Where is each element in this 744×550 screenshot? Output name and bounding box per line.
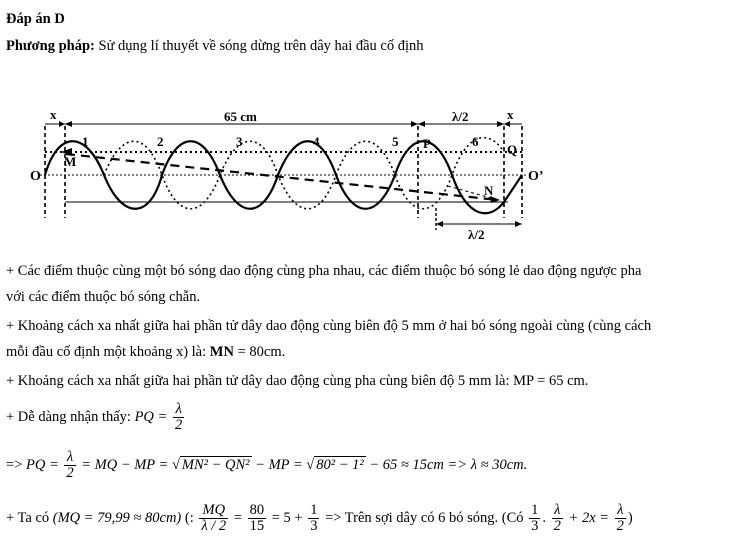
p4-den: 2 bbox=[174, 417, 183, 434]
dimension-65cm bbox=[65, 109, 418, 127]
loop-label-3: 3 bbox=[236, 134, 243, 149]
loop-label-2: 2 bbox=[157, 134, 164, 149]
p2-pre: mỗi đầu cố định một khoảng x) là: bbox=[6, 344, 210, 360]
label-lambda-half-top: λ/2 bbox=[452, 109, 469, 124]
method-text: Sử dụng lí thuyết về sóng dừng trên dây hai đầu cố định bbox=[94, 38, 424, 54]
p6-f2-num: 80 bbox=[249, 502, 265, 519]
p6-fraction-3 bbox=[308, 503, 319, 534]
p6-dot: . bbox=[542, 510, 547, 526]
paragraph-4 bbox=[6, 400, 186, 434]
dimension-x-left bbox=[45, 108, 65, 127]
label-M: M bbox=[64, 154, 77, 169]
paragraph-2-line-2 bbox=[6, 343, 285, 361]
p6-f6-num: λ bbox=[615, 503, 626, 519]
p5-a: PQ = bbox=[25, 457, 59, 473]
p6-c: => Trên sợi dây có 6 bó sóng. (Có bbox=[321, 510, 528, 526]
standing-wave-figure bbox=[28, 108, 558, 240]
p5-sqrt2: 80² − 1² bbox=[316, 457, 364, 473]
loop-label-5: 5 bbox=[392, 134, 399, 149]
p6-f1-den: λ / 2 bbox=[201, 518, 227, 535]
p6-f2-den: 15 bbox=[249, 518, 265, 535]
p6-f1-num: MQ bbox=[199, 503, 228, 519]
p6-fraction-6 bbox=[615, 503, 626, 534]
p6-f4-den: 3 bbox=[531, 518, 539, 535]
answer-heading: Đáp án D bbox=[6, 11, 65, 27]
label-Q: Q bbox=[507, 142, 518, 157]
loop-label-4: 4 bbox=[313, 134, 320, 149]
p5-pre: => bbox=[6, 457, 26, 473]
method-label: Phương pháp: bbox=[6, 38, 95, 54]
p2-post: = 80cm. bbox=[233, 344, 286, 360]
p6-f4-num: 1 bbox=[531, 502, 539, 519]
method-line bbox=[6, 37, 424, 55]
p6-eq1: = bbox=[230, 510, 246, 526]
p6-f6-den: 2 bbox=[616, 518, 624, 535]
wave-dotted bbox=[104, 138, 504, 209]
p4-lhs: PQ = bbox=[134, 409, 168, 425]
p6-d: + 2x = bbox=[564, 510, 613, 526]
p6-a: (MQ = 79,99 ≈ 80cm) bbox=[52, 510, 182, 526]
p4-pre: + Dễ dàng nhận thấy: bbox=[6, 409, 135, 425]
paragraph-5: => PQ = $\frac{\lambda}{2}$ = MQ − MP = √ MN² − QN² − MP = √ 80² − 1² − 65 ≈ 15cm => λ ≈ 30cm. bbox=[6, 449, 528, 482]
p6-f3-den: 3 bbox=[310, 518, 318, 535]
p6-fraction-1 bbox=[199, 503, 228, 534]
label-65cm: 65 cm bbox=[224, 109, 257, 124]
p5-c: − MP = bbox=[251, 457, 307, 473]
label-lambda-half-bottom: λ/2 bbox=[468, 227, 485, 240]
loop-label-1: 1 bbox=[82, 134, 89, 149]
label-O: O bbox=[30, 169, 41, 184]
segment-mn bbox=[66, 154, 498, 200]
p5-d: − 65 ≈ 15cm => λ ≈ 30cm. bbox=[365, 457, 528, 473]
p5-b: = MQ − MP = bbox=[77, 457, 172, 473]
p5-fraction bbox=[64, 450, 75, 481]
paragraph-1-line-1: + Các điểm thuộc cùng một bó sóng dao động cùng pha nhau, các điểm thuộc bó sóng lẻ dao động ngược pha bbox=[6, 263, 642, 279]
paragraph-6 bbox=[6, 500, 633, 536]
p4-fraction bbox=[173, 402, 184, 433]
label-N: N bbox=[484, 183, 494, 198]
p5-num: λ bbox=[64, 450, 75, 466]
label-x-right: x bbox=[507, 108, 514, 122]
p6-f5-den: 2 bbox=[553, 518, 561, 535]
paragraph-2-line-1: + Khoảng cách xa nhất giữa hai phần tử dây dao động cùng biên độ 5 mm ở hai bó sóng ngoài cùng (cùng cách bbox=[6, 318, 652, 334]
loop-label-6: 6 bbox=[472, 134, 479, 149]
p6-b: (: bbox=[181, 510, 198, 526]
p4-num: λ bbox=[173, 402, 184, 418]
label-O-prime: O’ bbox=[528, 169, 544, 184]
p6-pre: + Ta có bbox=[6, 510, 53, 526]
p6-eq2: = 5 + bbox=[268, 510, 307, 526]
p6-f3-num: 1 bbox=[310, 502, 318, 519]
p6-f5-num: λ bbox=[552, 503, 563, 519]
p6-end: ) bbox=[627, 510, 633, 526]
p6-fraction-4 bbox=[529, 503, 540, 534]
label-x-left: x bbox=[50, 108, 57, 122]
p2-mn: MN bbox=[209, 344, 234, 360]
paragraph-1-line-2: với các điểm thuộc bó sóng chẵn. bbox=[6, 289, 201, 305]
paragraph-3: + Khoảng cách xa nhất giữa hai phần tử dây dao động cùng pha cùng biên độ 5 mm là: MP = 65 cm. bbox=[6, 373, 589, 389]
dimension-lambda-half-top bbox=[418, 109, 504, 127]
p6-fraction-5 bbox=[552, 503, 563, 534]
p5-sqrt1: MN² − QN² bbox=[181, 457, 250, 473]
p6-fraction-2 bbox=[248, 503, 267, 534]
p5-den: 2 bbox=[66, 465, 74, 482]
dimension-x-right bbox=[504, 108, 522, 127]
label-P: P bbox=[423, 136, 431, 151]
